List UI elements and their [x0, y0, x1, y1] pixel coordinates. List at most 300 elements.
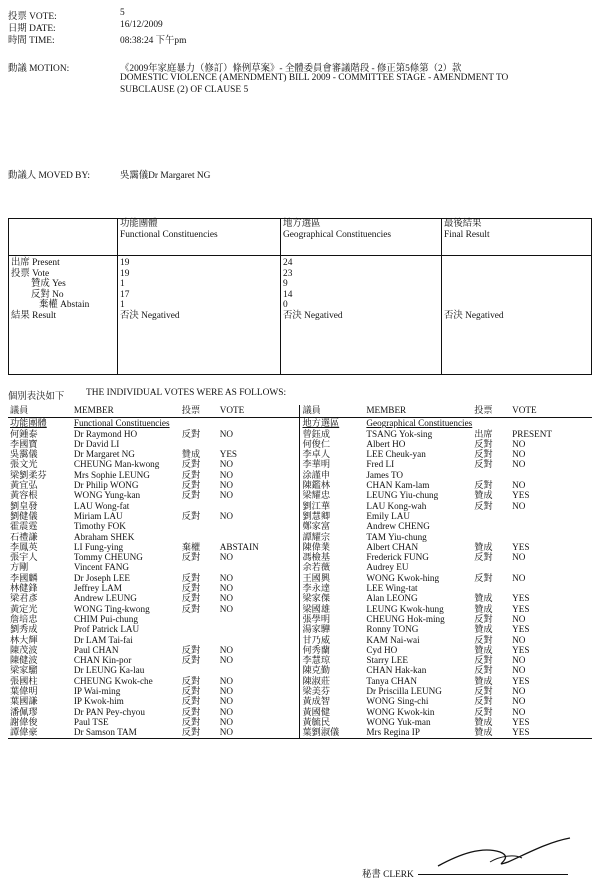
fc-member-name-zh: 陳健波 [10, 655, 38, 666]
fc-vote-zh: 反對 [181, 593, 201, 604]
fc-member-name: IP Kwok-him [73, 696, 124, 707]
gc-vote: PRESENT [512, 428, 552, 439]
gc-member-name-zh: 何俊仁 [300, 439, 364, 449]
fc-vote: NO [218, 727, 300, 738]
gc-member-name: Emily LAU [366, 510, 410, 521]
gc-vote: NO [512, 459, 526, 470]
gc-member-name: Tanya CHAN [366, 675, 418, 686]
gc-header-en: Geographical Constituencies [283, 229, 392, 240]
fc-member-name: Miriam LAU [73, 510, 123, 521]
gc-vote [510, 521, 592, 531]
fc-vote: NO [219, 716, 233, 727]
gc-member-name-zh: 余若薇 [300, 562, 364, 572]
fc-vote-zh: 棄權 [181, 541, 201, 552]
fc-vote-zh [180, 665, 218, 675]
gc-vote: YES [512, 644, 530, 655]
fc-member-name-zh: 葉國謙 [10, 696, 38, 707]
fc-vote-zh [180, 439, 218, 449]
fc-vote-zh: 反對 [181, 459, 201, 470]
gc-values [281, 256, 442, 375]
vote-row [8, 583, 592, 593]
gc-member-name-zh: 梁美芬 [300, 686, 364, 696]
time-label: 時間 TIME: [8, 36, 55, 46]
final-blank-5 [444, 300, 589, 311]
gc-member-name: Albert HO [366, 438, 406, 449]
fc-vote: NO [219, 686, 233, 697]
fc-member-name: CHEUNG Man-kwong [73, 459, 160, 470]
date-value: 16/12/2009 [120, 20, 163, 30]
vote-row [8, 645, 592, 655]
fc-member-name-zh: 梁君彥 [10, 593, 38, 604]
vote-row [8, 542, 592, 552]
fc-vote: NO [219, 593, 233, 604]
vote-row [8, 707, 592, 717]
vote-row [8, 614, 592, 624]
gc-vote: NO [512, 613, 526, 624]
gc-member-name: Fred LI [366, 459, 395, 470]
gc-member-name-zh: 湯家驊 [300, 624, 364, 634]
gc-vote: NO [512, 696, 526, 707]
gc-member-name: LEUNG Kwok-hung [366, 603, 444, 614]
gc-member-name-zh: 甘乃威 [300, 635, 364, 645]
gc-member-name: WONG Kwok-hing [366, 572, 440, 583]
summary-row-labels [9, 256, 118, 375]
fc-member-name: Dr PAN Pey-chyou [73, 706, 145, 717]
gc-member-name-zh: 梁家傑 [300, 593, 364, 603]
gc-member-name: CHEUNG Hok-ming [366, 613, 445, 624]
fc-vote-zh: 反對 [181, 603, 201, 614]
gc-member-name: LEE Cheuk-yan [366, 449, 426, 460]
vote-row [8, 532, 592, 542]
gc-member-name-zh: 張學明 [300, 614, 364, 624]
vote-row [8, 459, 592, 469]
fc-member-name-zh: 林大輝 [10, 634, 38, 645]
gc-vote-zh: 贊成 [474, 490, 493, 501]
vote-row [8, 624, 592, 634]
gc-vote-zh [472, 562, 510, 572]
fc-vote-zh: 反對 [181, 644, 201, 655]
fc-vote: NO [219, 469, 233, 480]
gc-vote-zh [472, 532, 510, 542]
final-header-en: Final Result [444, 229, 490, 240]
final-header [442, 219, 592, 256]
gc-vote-zh: 出席 [474, 428, 493, 439]
fc-member-name-zh: 何鍾泰 [10, 428, 38, 439]
gc-vote: YES [512, 675, 530, 686]
fc-member-name: Dr LAM Tai-fai [73, 634, 133, 645]
fc-vote-zh: 反對 [181, 686, 201, 697]
fc-member-name-zh: 張宇人 [10, 552, 38, 563]
fc-vote-zh: 反對 [181, 510, 201, 521]
votes-column-header-row [8, 405, 592, 418]
gc-member-name-zh: 何秀蘭 [300, 645, 364, 655]
vote-row [8, 635, 592, 645]
fc-member-name: Dr Samson TAM [72, 727, 180, 738]
gc-abstain: 0 [283, 300, 288, 310]
fc-member-name: Dr David LI [73, 438, 120, 449]
gc-member-name: Alan LEONG [366, 593, 418, 604]
fc-vote [218, 501, 300, 511]
gc-member-name-zh: 李慧琼 [300, 655, 364, 665]
fc-vote: NO [219, 572, 233, 583]
fc-member-name-zh: 李國寶 [10, 438, 38, 449]
fc-member-name-zh: 張文光 [10, 459, 38, 470]
gc-member-name: Albert CHAN [366, 541, 419, 552]
vote-row [8, 429, 592, 439]
gc-member-name-zh: 葉劉淑儀 [300, 727, 364, 738]
gc-member-name: Audrey EU [366, 562, 409, 573]
fc-member-name: Vincent FANG [73, 562, 130, 573]
gc-member-name-zh: 梁國雄 [300, 604, 364, 614]
fc-vote-zh: 反對 [181, 480, 201, 491]
gc-member-name: CHAN Kam-lam [366, 480, 430, 491]
fc-vote-zh: 反對 [181, 716, 201, 727]
gc-member-name: LEE Wing-tat [366, 583, 418, 594]
fc-member-name: Tommy CHEUNG [73, 552, 143, 563]
gc-no: 14 [283, 289, 293, 300]
fc-vote-zh [180, 635, 218, 645]
fc-vote-zh [180, 614, 218, 624]
gc-member-name: Mrs Regina IP [364, 727, 472, 738]
fc-member-name: CHEUNG Kwok-che [73, 675, 153, 686]
gc-vote-zh [472, 511, 510, 521]
fc-vote: YES [219, 449, 238, 460]
vote-row [8, 696, 592, 706]
individual-votes-title-en: THE INDIVIDUAL VOTES WERE AS FOLLOWS: [86, 388, 287, 398]
col-member-2: MEMBER [366, 405, 407, 415]
final-blank-3 [444, 279, 589, 290]
fc-member-name-zh: 潘佩璆 [10, 706, 38, 717]
fc-vote [218, 532, 300, 542]
fc-vote-zh: 反對 [180, 727, 218, 738]
final-blank-2 [444, 269, 589, 280]
gc-member-name: Ronny TONG [366, 624, 419, 635]
motion-title-zh: 《2009年家庭暴力（修訂）條例草案》- 全體委員會審議階段 - 修正第5條第（2）款 [120, 64, 462, 74]
fc-values [118, 256, 281, 375]
vote-row [8, 686, 592, 696]
gc-vote-zh: 反對 [474, 438, 493, 449]
gc-vote-zh: 反對 [474, 449, 493, 460]
vote-row [8, 552, 592, 562]
gc-member-name: Andrew CHENG [366, 521, 430, 532]
gc-member-name-zh: 涂謹申 [300, 470, 364, 480]
date-label: 日期 DATE: [8, 24, 56, 34]
fc-member-name: IP Wai-ming [73, 686, 121, 697]
gc-vote-zh: 反對 [474, 665, 493, 676]
individual-votes-table [8, 405, 592, 739]
col-member-zh-2: 議員 [300, 405, 364, 418]
fc-vote-zh: 反對 [181, 428, 201, 439]
gc-member-name-zh: 鄭家富 [300, 521, 364, 531]
vote-row [8, 727, 592, 738]
gc-result: 否決 Negatived [283, 310, 343, 321]
fc-vote-zh: 反對 [181, 583, 201, 594]
fc-vote [218, 624, 300, 634]
gc-vote: YES [512, 593, 530, 604]
gc-vote: NO [512, 655, 526, 666]
gc-vote: NO [512, 634, 526, 645]
vote-row [8, 501, 592, 511]
fc-vote: NO [219, 644, 233, 655]
fc-member-name: Paul CHAN [73, 644, 119, 655]
gc-vote-zh: 反對 [474, 706, 493, 717]
vote-row [8, 593, 592, 603]
gc-vote: YES [510, 727, 592, 738]
gc-member-name-zh: 譚耀宗 [300, 532, 364, 542]
row-label-abstain: 棄權 Abstain [39, 300, 90, 310]
vote-row [8, 665, 592, 675]
fc-vote: 19 [120, 268, 130, 279]
fc-header-zh: 功能團體 [120, 219, 158, 229]
fc-member-name-zh: 譚偉豪 [8, 727, 72, 738]
gc-vote [510, 583, 592, 593]
gc-vote: YES [512, 541, 530, 552]
fc-member-name: WONG Ting-kwong [73, 603, 150, 614]
fc-header-en: Functional Constituencies [120, 229, 218, 240]
gc-vote-zh: 反對 [474, 459, 493, 470]
motion-title-en-line1: DOMESTIC VIOLENCE (AMENDMENT) BILL 2009 - COMMITTEE STAGE - AMENDMENT TO [120, 73, 509, 83]
fc-vote: NO [219, 459, 233, 470]
col-vote-zh-2: 投票 [474, 405, 493, 415]
gc-member-name: TSANG Yok-sing [366, 428, 433, 439]
vote-row [8, 511, 592, 521]
fc-vote: NO [219, 428, 233, 439]
fc-member-name: Andrew LEUNG [73, 593, 137, 604]
vote-row [8, 573, 592, 583]
fc-vote [218, 439, 300, 449]
fc-member-name: Dr LEUNG Ka-lau [73, 665, 145, 676]
gc-member-name: KAM Nai-wai [366, 634, 420, 645]
vote-row [8, 604, 592, 614]
fc-member-name: Mrs Sophie LEUNG [73, 469, 150, 480]
gc-member-name: WONG Kwok-kin [366, 706, 435, 717]
gc-vote-zh: 贊成 [472, 727, 510, 738]
col-vote-2: VOTE [512, 405, 537, 415]
fc-member-name-zh: 黃容根 [10, 490, 38, 501]
fc-vote: NO [219, 696, 233, 707]
motion-title-en-line2: SUBCLAUSE (2) OF CLAUSE 5 [120, 85, 249, 95]
final-blank-1 [444, 258, 589, 269]
fc-member-name: Dr Raymond HO [73, 428, 138, 439]
fc-member-name-zh: 霍震霆 [10, 521, 38, 532]
fc-vote-zh: 反對 [181, 706, 201, 717]
fc-member-name: Dr Joseph LEE [73, 572, 131, 583]
fc-vote: NO [219, 480, 233, 491]
fc-member-name-zh: 葉偉明 [10, 686, 38, 697]
vote-row [8, 717, 592, 727]
gc-vote-zh: 反對 [474, 572, 493, 583]
gc-yes: 9 [283, 279, 288, 289]
gc-vote: NO [512, 706, 526, 717]
gc-vote-zh: 贊成 [474, 716, 493, 727]
col-member: MEMBER [73, 405, 114, 415]
individual-votes-title-zh: 個別表決如下 [8, 392, 65, 402]
vote-row [8, 449, 592, 459]
fc-vote-zh: 反對 [181, 490, 201, 501]
gc-member-name: TAM Yiu-chung [366, 531, 427, 542]
fc-present: 19 [120, 258, 130, 268]
final-blank-4 [444, 290, 589, 301]
gc-vote-zh [472, 583, 510, 593]
fc-vote [218, 614, 300, 624]
fc-header [118, 219, 281, 256]
fc-member-name-zh: 黃定光 [10, 603, 38, 614]
gc-vote [510, 511, 592, 521]
gc-heading-zh: 地方選區 [300, 418, 364, 429]
gc-heading: Geographical Constituencies [364, 418, 592, 429]
gc-header-zh: 地方選區 [283, 219, 321, 229]
fc-member-name-zh: 詹培忠 [10, 613, 38, 624]
fc-member-name: Jeffrey LAM [73, 583, 122, 594]
gc-vote-zh: 贊成 [474, 624, 493, 635]
fc-member-name-zh: 劉皇發 [10, 500, 38, 511]
fc-member-name-zh: 李國麟 [10, 572, 38, 583]
fc-member-name: Timothy FOK [73, 521, 126, 532]
gc-member-name-zh: 梁耀忠 [300, 490, 364, 500]
fc-member-name: Abraham SHEK [73, 531, 135, 542]
row-label-vote: 投票 Vote [11, 268, 50, 279]
gc-member-name: LAU Kong-wah [366, 500, 427, 511]
vote-row [8, 676, 592, 686]
gc-member-name: WONG Sing-chi [366, 696, 429, 707]
fc-member-name: LAU Wong-fat [73, 500, 130, 511]
gc-member-name-zh: 王國興 [300, 573, 364, 583]
fc-member-name: Dr Margaret NG [73, 449, 135, 460]
gc-vote: NO [512, 500, 526, 511]
gc-vote: NO [512, 686, 526, 697]
gc-vote: NO [512, 552, 526, 563]
fc-member-name-zh: 吳靄儀 [10, 449, 38, 460]
clerk-signature-line [418, 874, 568, 875]
row-label-present: 出席 Present [11, 258, 60, 268]
fc-member-name-zh: 石禮謙 [10, 531, 38, 542]
gc-vote-zh: 贊成 [474, 603, 493, 614]
fc-vote-zh [180, 562, 218, 572]
fc-vote [218, 635, 300, 645]
constituency-heading-row [8, 418, 592, 429]
moved-by-value: 吳靄儀Dr Margaret NG [120, 171, 211, 181]
fc-member-name-zh: 李鳳英 [10, 541, 38, 552]
fc-no: 17 [120, 289, 130, 300]
fc-vote-zh: 反對 [181, 655, 201, 666]
vote-number-label: 投票 VOTE: [8, 12, 57, 22]
fc-vote: NO [219, 583, 233, 594]
fc-vote: ABSTAIN [219, 541, 259, 552]
row-label-yes: 贊成 Yes [31, 279, 66, 289]
gc-vote-zh: 贊成 [474, 541, 493, 552]
fc-vote-zh [180, 532, 218, 542]
gc-vote-zh: 贊成 [474, 675, 493, 686]
fc-vote: NO [219, 603, 233, 614]
gc-vote [510, 470, 592, 480]
gc-vote-zh: 反對 [474, 696, 493, 707]
gc-vote: NO [512, 665, 526, 676]
motion-label: 動議 MOTION: [8, 64, 70, 74]
gc-member-name-zh: 李華明 [300, 459, 364, 469]
gc-vote: YES [512, 716, 530, 727]
fc-member-name-zh: 黃宜弘 [10, 480, 38, 491]
gc-vote-zh: 贊成 [474, 593, 493, 604]
fc-member-name-zh: 林健鋒 [10, 583, 38, 594]
fc-member-name-zh: 張國柱 [10, 675, 38, 686]
fc-member-name-zh: 梁家騮 [10, 665, 38, 676]
fc-member-name: Paul TSE [73, 716, 109, 727]
gc-vote: 23 [283, 268, 293, 279]
moved-by-label: 動議人 MOVED BY: [8, 171, 90, 181]
row-label-result: 結果 Result [11, 310, 57, 321]
time-value: 08:38:24 下午pm [120, 36, 187, 46]
summary-corner [9, 219, 118, 256]
fc-vote [218, 521, 300, 531]
gc-vote: YES [512, 490, 530, 501]
gc-member-name: Dr Priscilla LEUNG [366, 686, 442, 697]
vote-row [8, 480, 592, 490]
fc-vote: NO [219, 510, 233, 521]
fc-member-name: LI Fung-ying [73, 541, 124, 552]
gc-member-name-zh: 陳克勤 [300, 665, 364, 675]
gc-vote-zh: 反對 [474, 552, 493, 563]
gc-member-name: James TO [366, 469, 404, 480]
gc-vote-zh: 反對 [474, 480, 493, 491]
fc-member-name: Dr Philip WONG [73, 480, 139, 491]
gc-vote: YES [512, 624, 530, 635]
gc-member-name: Cyd HO [366, 644, 398, 655]
fc-member-name-zh: 梁劉柔芬 [10, 469, 47, 480]
gc-vote [510, 532, 592, 542]
gc-member-name-zh: 李卓人 [300, 449, 364, 459]
gc-header [281, 219, 442, 256]
col-member-zh: 議員 [10, 405, 29, 415]
gc-member-name: CHAN Hak-kan [366, 665, 427, 676]
fc-vote: NO [219, 490, 233, 501]
fc-vote: NO [219, 552, 233, 563]
fc-vote-zh: 反對 [181, 469, 201, 480]
vote-row [8, 655, 592, 665]
fc-heading: Functional Constituencies [72, 418, 300, 429]
fc-vote-zh [180, 624, 218, 634]
fc-vote-zh: 贊成 [181, 449, 201, 460]
gc-member-name-zh: 黃國健 [300, 707, 364, 717]
gc-member-name: WONG Yuk-man [366, 716, 431, 727]
col-vote-zh: 投票 [181, 405, 201, 415]
gc-vote-zh: 贊成 [474, 644, 493, 655]
fc-vote: NO [219, 675, 233, 686]
fc-yes: 1 [120, 279, 125, 289]
fc-member-name-zh: 方剛 [10, 562, 29, 573]
fc-member-name: WONG Yung-kan [73, 490, 141, 501]
gc-member-name-zh: 陳淑莊 [300, 676, 364, 686]
gc-member-name: Starry LEE [366, 655, 408, 666]
gc-member-name-zh: 馮檢基 [300, 552, 364, 562]
fc-vote-zh [180, 521, 218, 531]
fc-result: 否決 Negatived [120, 310, 180, 321]
vote-row [8, 490, 592, 500]
fc-vote-zh: 反對 [181, 696, 201, 707]
fc-vote-zh: 反對 [181, 552, 201, 563]
gc-member-name-zh: 李永達 [300, 583, 364, 593]
fc-member-name-zh: 謝偉俊 [10, 716, 38, 727]
fc-vote-zh: 反對 [181, 675, 201, 686]
row-label-no: 反對 No [31, 289, 64, 300]
final-result: 否決 Negatived [444, 310, 504, 321]
clerk-label: 秘書 CLERK [362, 870, 414, 880]
fc-member-name: CHAN Kin-por [73, 655, 132, 666]
vote-row [8, 521, 592, 531]
gc-vote-zh [472, 470, 510, 480]
gc-vote [510, 562, 592, 572]
fc-vote-zh [180, 501, 218, 511]
gc-present: 24 [283, 258, 293, 268]
